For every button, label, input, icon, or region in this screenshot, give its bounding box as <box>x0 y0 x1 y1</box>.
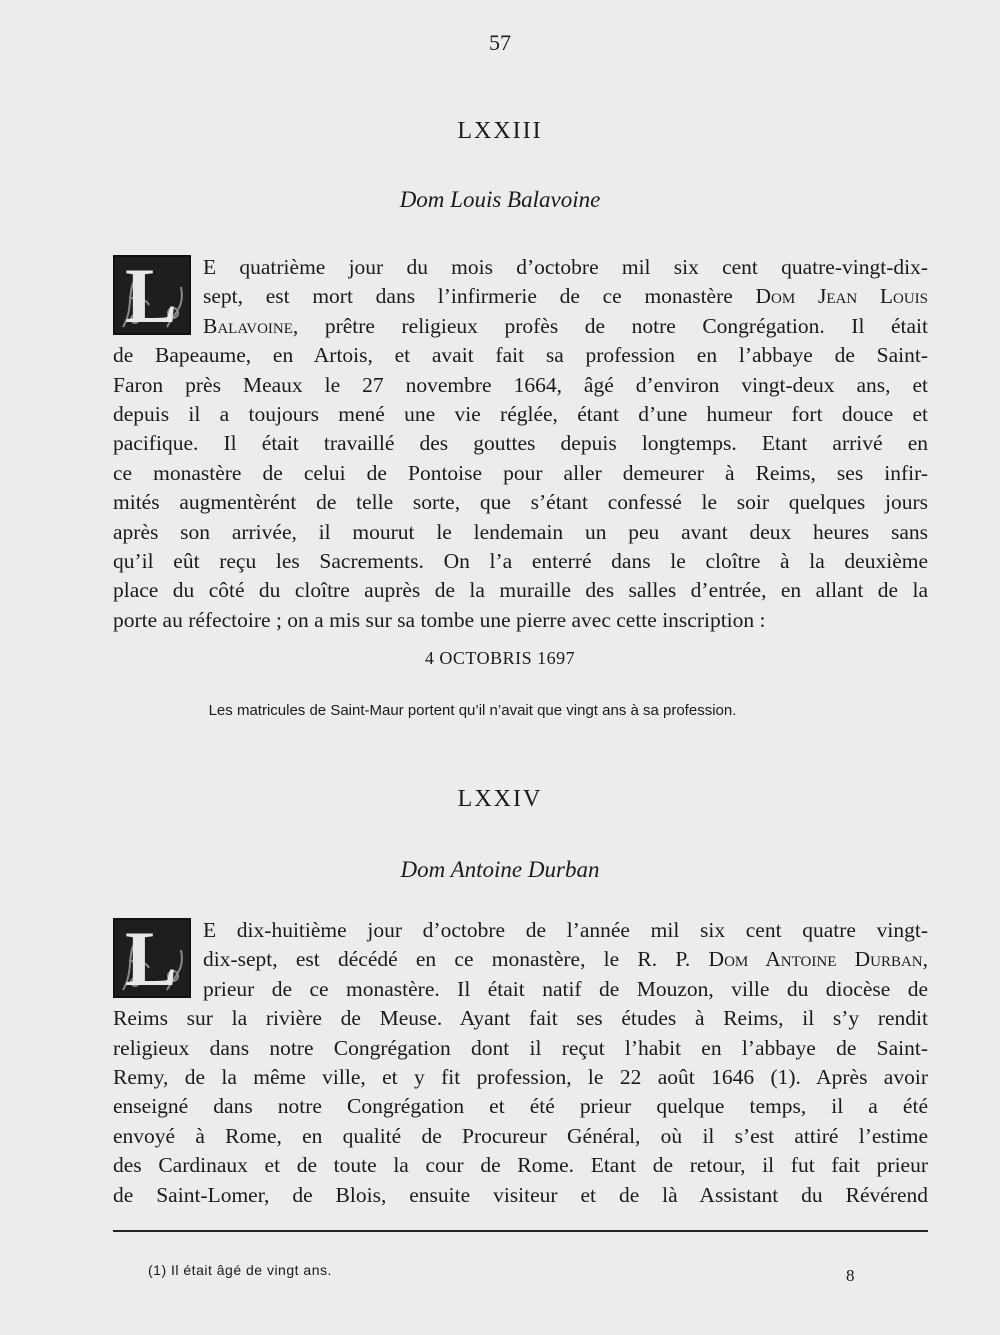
text-line: religieux dans notre Congrégation dont il reçut l’habit en l’abbaye de Saint- <box>113 1035 928 1060</box>
person-name: Balavoine <box>203 313 293 338</box>
footnote: (1) Il était âgé de vingt ans. <box>148 1262 332 1278</box>
text-line: E quatrième jour du mois d’octobre mil six cent quatre-vingt-dix- <box>203 255 928 279</box>
entry-title: Dom Antoine Durban <box>400 857 600 882</box>
text-line: mités augmentèrént de telle sorte, que s’étant confessé le soir quelques jours <box>113 490 928 515</box>
person-name: Dom Antoine Durban <box>708 947 923 972</box>
entry-body <box>113 916 928 1210</box>
ornamental-dropcap <box>113 255 191 335</box>
text-line: Remy, de la même ville, et y fit profession, le 22 août 1646 (1). Après avoir <box>113 1064 928 1089</box>
text-line: prieur de ce monastère. Il était natif de Mouzon, ville du diocèse de <box>203 976 928 1001</box>
text-line: porte au réfectoire ; on a mis sur sa tombe une pierre avec cette inscription : <box>113 607 766 632</box>
text-line: enseigné dans notre Congrégation et été prieur quelque temps, il a été <box>113 1094 928 1119</box>
text-line: qu’il eût reçu les Sacrements. On l’a enterré dans le cloître à la deuxième <box>113 548 928 573</box>
dropcap-letter: L <box>125 918 178 998</box>
text-line: E dix-huitième jour d’octobre de l’année mil six cent quatre vingt- <box>203 918 928 942</box>
entry-title: Dom Louis Balavoine <box>399 187 601 212</box>
text-line: pacifique. Il était travaillé des gouttes depuis longtemps. Etant arrivé en <box>113 431 928 456</box>
marginal-note: Les matricules de Saint-Maur portent qu’il n’avait que vingt ans à sa profession. <box>208 702 737 719</box>
entry-number: LXXIV <box>457 786 543 812</box>
entry-number: LXXIII <box>457 118 543 144</box>
text-line: après son arrivée, il mourut le lendemain un peu avant deux heures sans <box>113 519 928 544</box>
tomb-inscription: 4 OCTOBRIS 1697 <box>424 648 576 668</box>
text-line: de Saint-Lomer, de Blois, ensuite visiteur et de là Assistant du Révérend <box>113 1182 928 1207</box>
text-line: Balavoine, prêtre religieux profès de notre Congrégation. Il était <box>203 313 928 338</box>
person-name: Dom Jean Louis <box>755 284 928 309</box>
text-line: depuis il a toujours mené une vie réglée, étant d’une humeur fort douce et <box>113 401 928 426</box>
signature-mark: 8 <box>846 1266 855 1285</box>
text-line: sept, est mort dans l’infirmerie de ce monastère Dom Jean Louis <box>203 284 928 309</box>
dropcap-letter: L <box>125 255 178 335</box>
text-line: ce monastère de celui de Pontoise pour aller demeurer à Reims, ses infir- <box>113 460 928 485</box>
text-line: envoyé à Rome, en qualité de Procureur Général, où il s’est attiré l’estime <box>113 1123 928 1148</box>
text-line: Reims sur la rivière de Meuse. Ayant fait ses études à Reims, il s’y rendit <box>113 1006 928 1031</box>
text-line: des Cardinaux et de toute la cour de Rome. Etant de retour, il fut fait prieur <box>113 1153 928 1178</box>
text-line: place du côté du cloître auprès de la muraille des salles d’entrée, en allant de la <box>113 578 928 603</box>
ornamental-dropcap <box>113 918 191 998</box>
entry-body <box>113 253 928 635</box>
text-line: Faron près Meaux le 27 novembre 1664, âgé d’environ vingt-deux ans, et <box>113 372 928 397</box>
footnote-divider <box>113 1230 928 1232</box>
page-number: 57 <box>489 30 511 55</box>
text-line: de Bapeaume, en Artois, et avait fait sa profession en l’abbaye de Saint- <box>113 343 928 368</box>
text-line: dix-sept, est décédé en ce monastère, le R. P. Dom Antoine Durban, <box>203 947 928 972</box>
